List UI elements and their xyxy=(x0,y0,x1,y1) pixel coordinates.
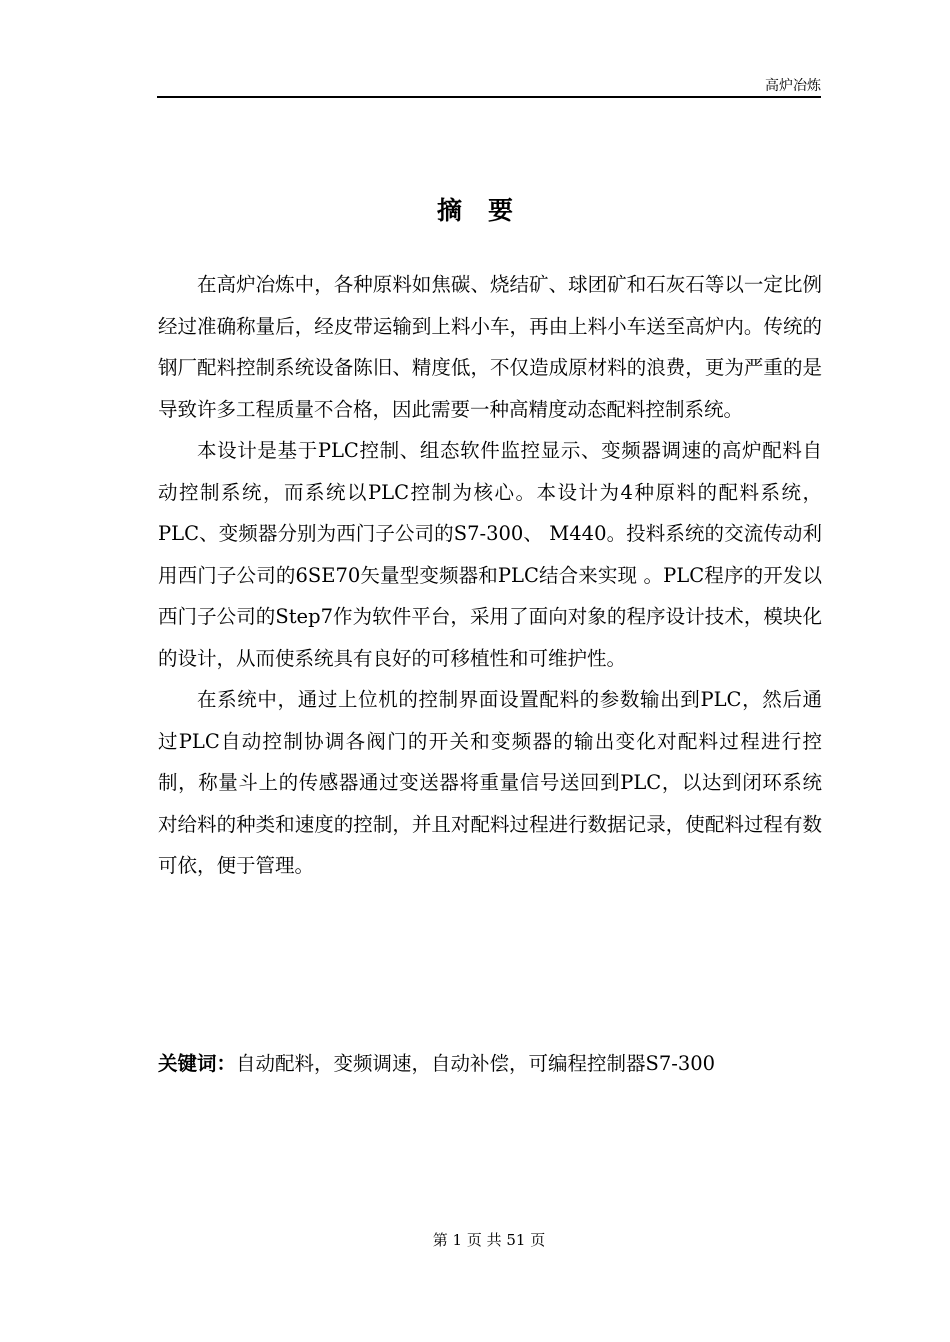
abstract-paragraph-1: 在高炉冶炼中，各种原料如焦碳、烧结矿、球团矿和石灰石等以一定比例经过准确称量后，经皮带运输到上料小车，再由上料小车送至高炉内。传统的钢厂配料控制系统设备陈旧、精度低，不仅造成原材料的浪费，更为严重的是导致许多工程质量不合格，因此需要一种高精度动态配料控制系统。 xyxy=(158,273,822,421)
keywords-line xyxy=(158,1049,822,1079)
running-header: 高炉冶炼 xyxy=(765,78,821,94)
keywords-list: 自动配料，变频调速，自动补偿，可编程控制器S7-300 xyxy=(236,1052,716,1075)
keywords-label: 关键词： xyxy=(158,1052,237,1075)
abstract-body xyxy=(158,264,822,887)
header-divider xyxy=(157,96,821,98)
page-title: 摘要 xyxy=(436,196,539,225)
abstract-paragraph-3: 在系统中，通过上位机的控制界面设置配料的参数输出到PLC，然后通过PLC自动控制协调各阀门的开关和变频器的输出变化对配料过程进行控制，称量斗上的传感器通过变送器将重量信号送回到PLC，以达到闭环系统对给料的种类和速度的控制，并且对配料过程进行数据记录，使配料过程有数可依，便于管理。 xyxy=(158,688,822,877)
abstract-paragraph-2: 本设计是基于PLC控制、组态软件监控显示、变频器调速的高炉配料自动控制系统，而系统以PLC控制为核心。本设计为4种原料的配料系统，PLC、变频器分别为西门子公司的S7-300、 M440。投料系统的交流传动利用西门子公司的6SE70矢量型变频器和PLC结合来实现 。PLC程序的开发以西门子公司的Step7作为软件平台，采用了面向对象的程序设计技术，模块化的设计，从而使系统具有良好的可移植性和可维护性。 xyxy=(158,439,822,670)
page-number-footer: 第 1 页 共 51 页 xyxy=(432,1231,546,1249)
